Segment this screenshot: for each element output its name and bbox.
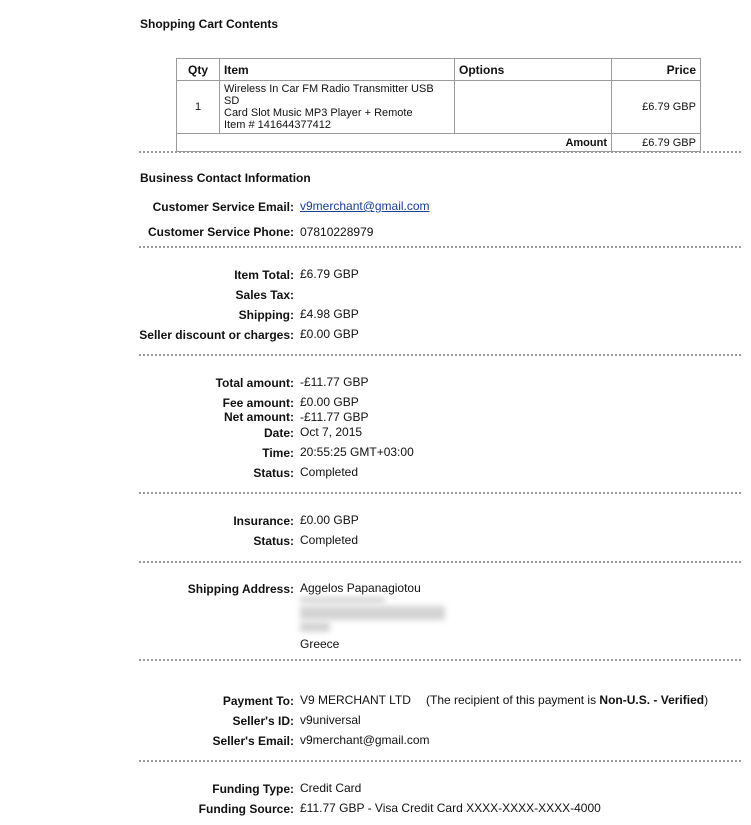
cart-options [455, 81, 612, 134]
divider [139, 760, 741, 762]
funding-source-label: Funding Source: [198, 802, 294, 816]
customer-service-phone-value: 07810228979 [300, 225, 374, 239]
time-value: 20:55:25 GMT+03:00 [300, 445, 414, 459]
cart-qty: 1 [177, 81, 220, 134]
seller-discount-value: £0.00 GBP [300, 327, 359, 341]
time-label: Time: [262, 446, 294, 460]
divider [139, 246, 741, 248]
sales-tax-label: Sales Tax: [235, 288, 294, 302]
cart-price: £6.79 GBP [612, 81, 701, 134]
table-row [177, 81, 701, 134]
divider [139, 151, 741, 153]
customer-service-email-link[interactable]: v9merchant@gmail.com [300, 199, 430, 213]
net-amount-value: -£11.77 GBP [300, 410, 369, 424]
funding-type-label: Funding Type: [212, 782, 294, 796]
total-amount-value: -£11.77 GBP [300, 375, 369, 389]
cart-header-row [177, 59, 701, 81]
insurance-status-label: Status: [253, 534, 294, 548]
seller-id-value: v9universal [300, 713, 361, 727]
funding-type-value: Credit Card [300, 781, 362, 795]
cart-amount-label: Amount [177, 134, 612, 152]
recipient-status-note [426, 693, 708, 707]
divider [139, 659, 741, 661]
cart-item-name-line1: Wireless In Car FM Radio Transmitter USB SD [224, 83, 434, 107]
date-value: Oct 7, 2015 [300, 425, 363, 439]
divider [139, 492, 741, 494]
cart-title: Shopping Cart Contents [140, 17, 278, 31]
insurance-label: Insurance: [233, 514, 294, 528]
customer-service-phone-label: Customer Service Phone: [147, 225, 294, 239]
seller-id-label: Seller's ID: [232, 714, 294, 728]
col-header-item: Item [220, 59, 455, 81]
divider [139, 561, 741, 563]
insurance-status-value: Completed [300, 533, 359, 547]
shipping-address-label: Shipping Address: [187, 582, 294, 596]
shipping-label: Shipping: [238, 308, 294, 322]
col-header-qty: Qty [177, 59, 220, 81]
payment-status-value: Completed [300, 465, 359, 479]
fee-amount-value: £0.00 GBP [300, 395, 359, 409]
shipping-value: £4.98 GBP [300, 307, 359, 321]
insurance-value: £0.00 GBP [300, 513, 359, 527]
cart-amount-row [177, 134, 701, 152]
payment-to-label: Payment To: [222, 694, 294, 708]
recipient-note-prefix: (The recipient of this payment is [426, 693, 600, 707]
cart-item-number: Item # 141644377412 [224, 119, 332, 131]
payment-status-label: Status: [253, 466, 294, 480]
shipping-address-country: Greece [300, 637, 340, 651]
item-total-label: Item Total: [234, 268, 294, 282]
net-amount-label: Net amount: [224, 410, 294, 424]
item-total-value: £6.79 GBP [300, 267, 359, 281]
redacted-address-line [300, 606, 445, 620]
seller-discount-label: Seller discount or charges: [139, 328, 294, 342]
business-title: Business Contact Information [140, 171, 311, 185]
redacted-address-line [300, 622, 330, 632]
fee-amount-label: Fee amount: [222, 396, 294, 410]
cart-item-name-line2: Card Slot Music MP3 Player + Remote [224, 107, 413, 119]
cart-amount-value: £6.79 GBP [612, 134, 701, 152]
recipient-note-suffix: ) [704, 693, 709, 707]
cart-table [176, 58, 701, 152]
recipient-verification-status: Non-U.S. - Verified [599, 693, 705, 707]
col-header-price: Price [612, 59, 701, 81]
date-label: Date: [263, 426, 294, 440]
payment-to-value: V9 MERCHANT LTD [300, 693, 411, 707]
total-amount-label: Total amount: [215, 376, 294, 390]
shipping-address-name: Aggelos Papanagiotou [300, 581, 421, 595]
seller-email-value: v9merchant@gmail.com [300, 733, 430, 747]
cart-item [220, 81, 455, 134]
divider [139, 354, 741, 356]
seller-email-label: Seller's Email: [212, 734, 294, 748]
redacted-address-line [300, 597, 385, 603]
funding-source-value: £11.77 GBP - Visa Credit Card XXXX-XXXX-XXXX-4000 [300, 801, 601, 815]
customer-service-email-label: Customer Service Email: [152, 200, 294, 214]
col-header-options: Options [455, 59, 612, 81]
